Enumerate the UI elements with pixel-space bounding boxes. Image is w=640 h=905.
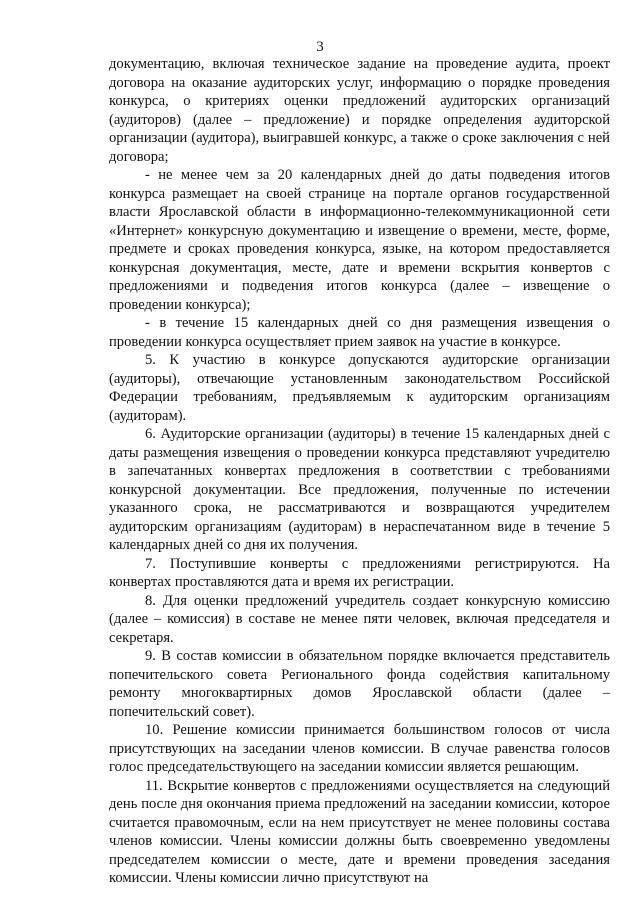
paragraph-continuation: документацию, включая техническое задание на проведение аудита, проект договора на оказание аудиторских услуг, информацию о порядке проведения конкурса, о критериях оценки предложений аудиторских организаций (аудиторов) (далее – предложение) и порядке определения аудиторской организации (аудитора), выигравшей конкурс, а также о сроке заключения с ней договора; <box>109 56 610 165</box>
paragraph-item-10: 10. Решение комиссии принимается большинством голосов от числа присутствующих на заседании членов комиссии. В случае равенства голосов голос председательствующего на заседании комиссии является решающим. <box>109 722 610 775</box>
paragraph-item-6: 6. Аудиторские организации (аудиторы) в течение 15 календарных дней с даты размещения извещения о проведении конкурса представляют учредителю в запечатанных конвертах предложения в соответствии с требованиями конкурсной документации. Все предложения, полученные по истечении указанного срока, не рассматриваются и возвращаются учредителем аудиторским организациям (аудиторам) в нераспечатанном виде в течение 5 календарных дней со дня их получения. <box>109 426 610 553</box>
paragraph-posting-deadline: - не менее чем за 20 календарных дней до даты подведения итогов конкурса размещает на своей странице на портале органов государственной власти Ярославской области в информационно-телекоммуникационной сети «Интернет» конкурсную документацию и извещение о времени, месте, форме, предмете и сроках проведения конкурса, языке, на котором предоставляется конкурсная документация, месте, дате и времени вскрытия конвертов с предложениями и подведения итогов конкурса (далее – извещение о проведении конкурса); <box>109 167 610 313</box>
document-body <box>109 55 610 888</box>
paragraph-item-8: 8. Для оценки предложений учредитель создает конкурсную комиссию (далее – комиссия) в составе не менее пяти человек, включая председателя и секретаря. <box>109 592 610 646</box>
paragraph-application-period: - в течение 15 календарных дней со дня размещения извещения о проведении конкурса осуществляет прием заявок на участие в конкурсе. <box>109 315 610 350</box>
paragraph-item-5: 5. К участию в конкурсе допускаются аудиторские организации (аудиторы), отвечающие установленным законодательством Российской Федерации требованиям, предъявляемым к аудиторским организациям (аудиторам). <box>109 352 610 424</box>
paragraph-item-7: 7. Поступившие конверты с предложениями регистрируются. На конвертах проставляются дата и время их регистрации. <box>109 555 610 590</box>
page-number: 3 <box>316 39 324 55</box>
paragraph-item-11: 11. Вскрытие конвертов с предложениями осуществляется на следующий день после дня окончания приема предложений на заседании комиссии, которое считается правомочным, если на нем присутствует не менее половины состава членов комиссии. Члены комиссии должны быть своевременно уведомлены председателем комиссии о месте, дате и времени проведения заседания комиссии. Члены комиссии лично присутствуют на <box>109 777 610 886</box>
paragraph-item-9: 9. В состав комиссии в обязательном порядке включается представитель попечительского совета Регионального фонда содействия капитальному ремонту многоквартирных домов Ярославской области (далее – попечительский совет). <box>109 648 610 720</box>
